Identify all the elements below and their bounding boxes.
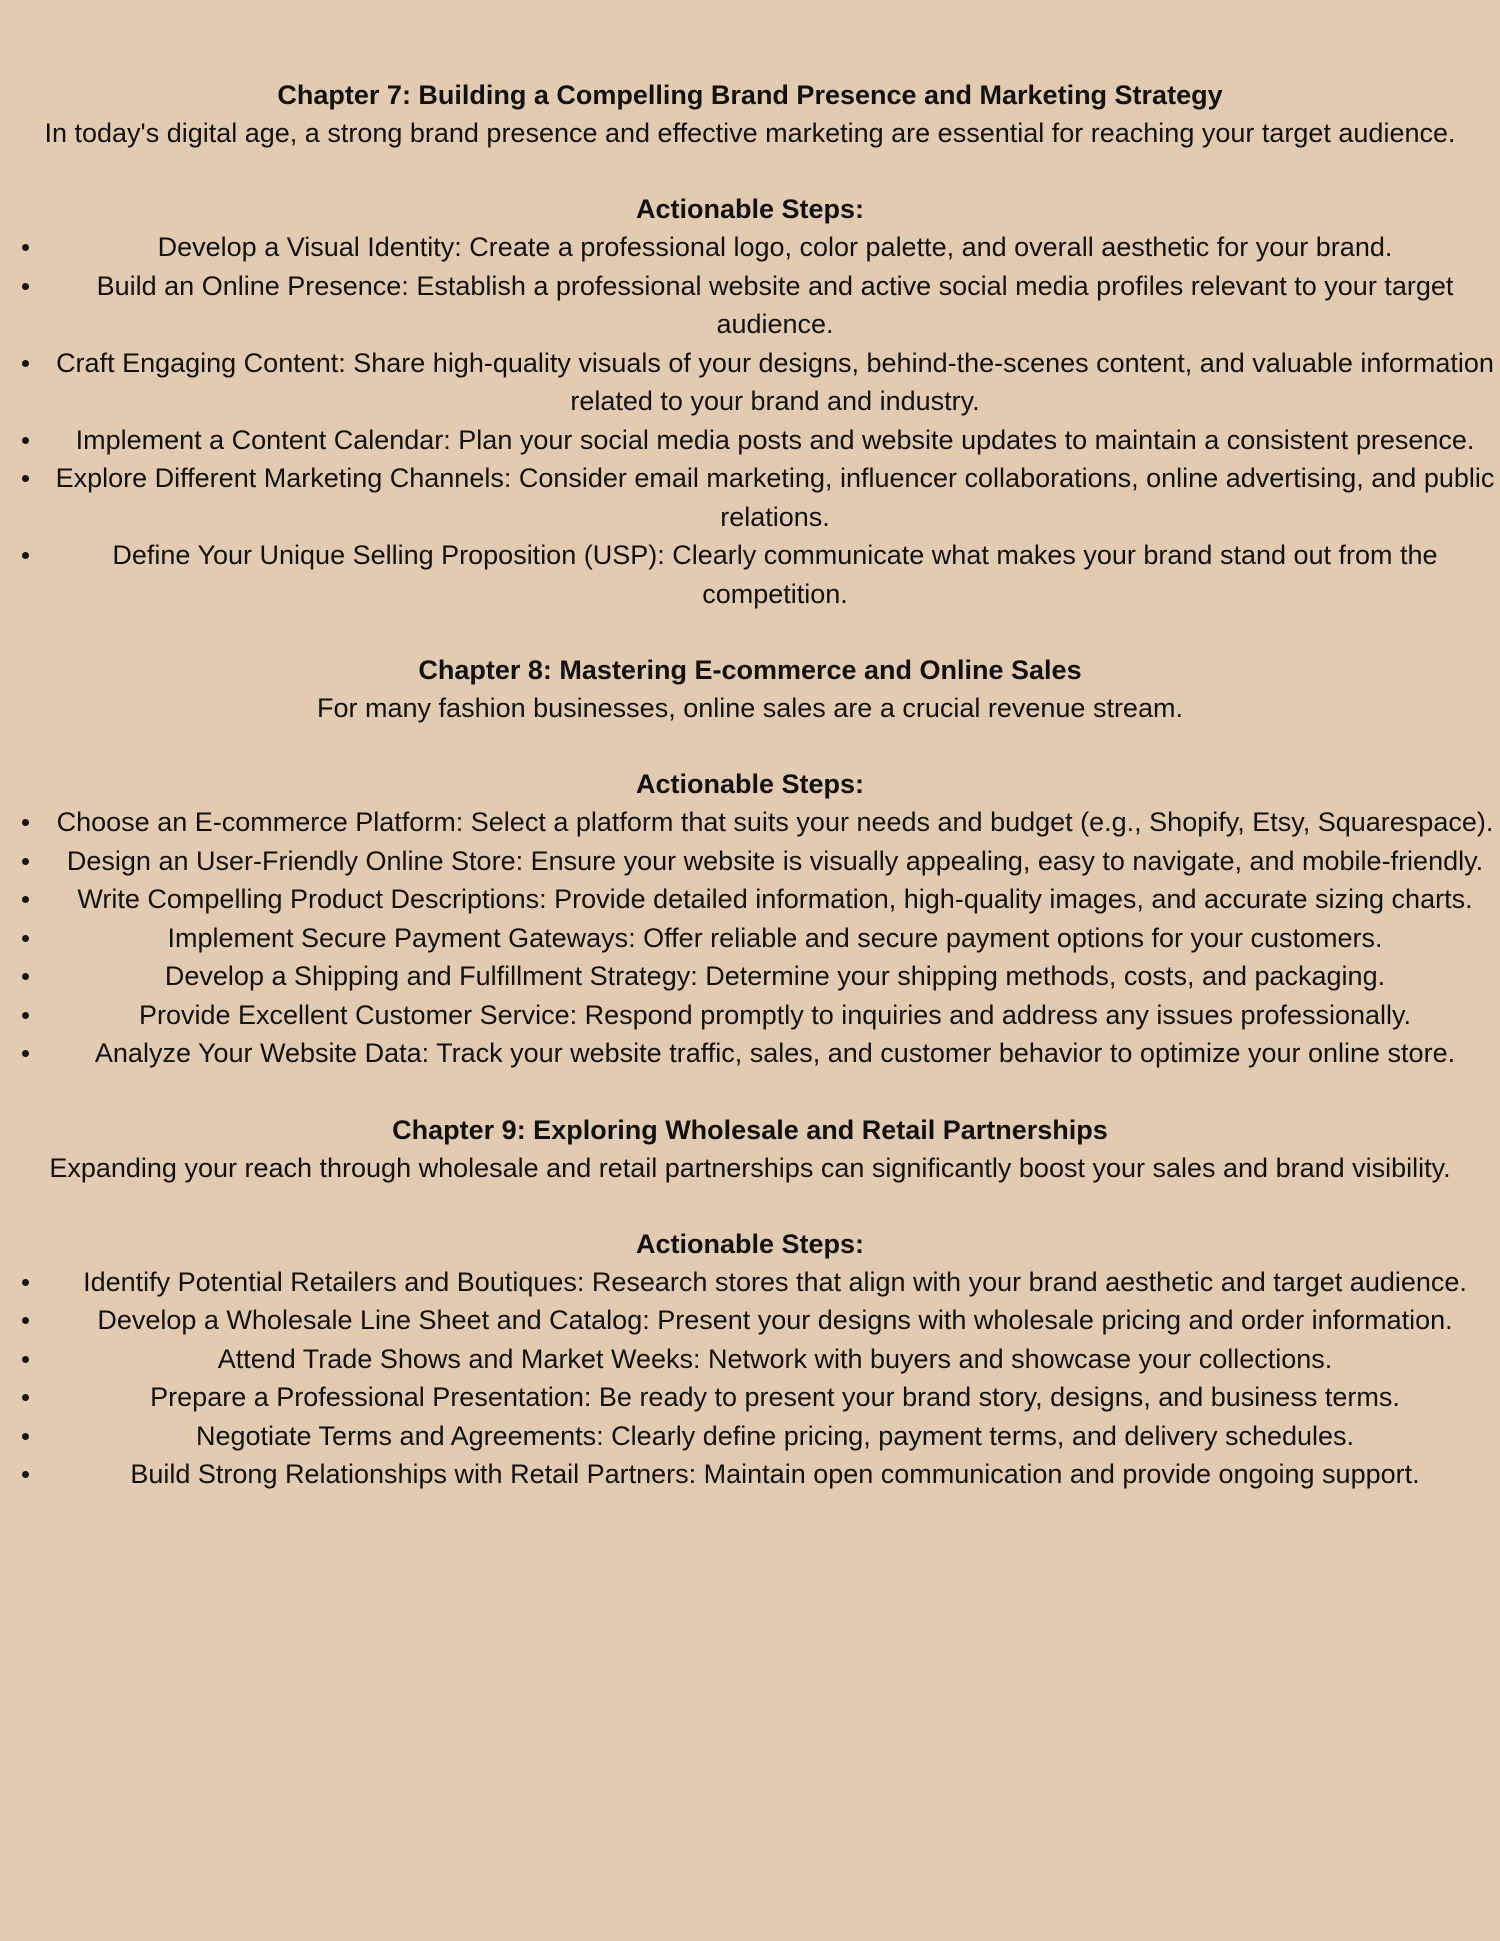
chapter-9 [0,1111,1500,1494]
chapter-8 [0,651,1500,1073]
list-item: Provide Excellent Customer Service: Respond promptly to inquiries and address any issues professionally. [0,996,1500,1035]
list-item: Develop a Visual Identity: Create a professional logo, color palette, and overall aesthetic for your brand. [0,228,1500,267]
chapter-intro: In today's digital age, a strong brand presence and effective marketing are essential for reaching your target audience. [44,118,1456,148]
list-item: Design an User-Friendly Online Store: Ensure your website is visually appealing, easy to navigate, and mobile-friendly. [0,842,1500,881]
steps-list [0,803,1500,1073]
chapter-7 [0,76,1500,613]
list-item: Implement a Content Calendar: Plan your social media posts and website updates to maintain a consistent presence. [0,421,1500,460]
list-item: Define Your Unique Selling Proposition (USP): Clearly communicate what makes your brand stand out from the competition. [0,536,1500,613]
list-item: Implement Secure Payment Gateways: Offer reliable and secure payment options for your customers. [0,919,1500,958]
list-item: Negotiate Terms and Agreements: Clearly define pricing, payment terms, and delivery schedules. [0,1417,1500,1456]
list-item: Prepare a Professional Presentation: Be ready to present your brand story, designs, and business terms. [0,1378,1500,1417]
list-item: Craft Engaging Content: Share high-quality visuals of your designs, behind-the-scenes content, and valuable information related to your brand and industry. [0,344,1500,421]
list-item: Explore Different Marketing Channels: Consider email marketing, influencer collaborations, online advertising, and public relations. [0,459,1500,536]
list-item: Choose an E-commerce Platform: Select a platform that suits your needs and budget (e.g., Shopify, Etsy, Squarespace). [0,803,1500,842]
chapter-title: Chapter 8: Mastering E-commerce and Online Sales [418,655,1082,685]
chapter-title: Chapter 9: Exploring Wholesale and Retail Partnerships [392,1114,1108,1145]
list-item: Develop a Shipping and Fulfillment Strategy: Determine your shipping methods, costs, and packaging. [0,957,1500,996]
steps-heading: Actionable Steps: [635,194,865,224]
list-item: Build an Online Presence: Establish a professional website and active social media profiles relevant to your target audience. [0,267,1500,344]
list-item: Attend Trade Shows and Market Weeks: Network with buyers and showcase your collections. [0,1340,1500,1379]
list-item: Build Strong Relationships with Retail Partners: Maintain open communication and provide ongoing support. [0,1455,1500,1494]
chapter-intro: For many fashion businesses, online sales are a crucial revenue stream. [317,693,1183,723]
list-item: Analyze Your Website Data: Track your website traffic, sales, and customer behavior to optimize your online store. [0,1034,1500,1073]
list-item: Identify Potential Retailers and Boutiques: Research stores that align with your brand aesthetic and target audience. [0,1263,1500,1302]
list-item: Develop a Wholesale Line Sheet and Catalog: Present your designs with wholesale pricing and order information. [0,1301,1500,1340]
steps-list [0,228,1500,613]
list-item: Write Compelling Product Descriptions: Provide detailed information, high-quality images, and accurate sizing charts. [0,880,1500,919]
steps-heading: Actionable Steps: [635,1228,865,1259]
steps-list [0,1263,1500,1494]
chapter-intro: Expanding your reach through wholesale and retail partnerships can significantly boost your sales and brand visibility. [49,1152,1451,1183]
steps-heading: Actionable Steps: [635,769,865,799]
chapter-title: Chapter 7: Building a Compelling Brand Presence and Marketing Strategy [277,80,1223,110]
